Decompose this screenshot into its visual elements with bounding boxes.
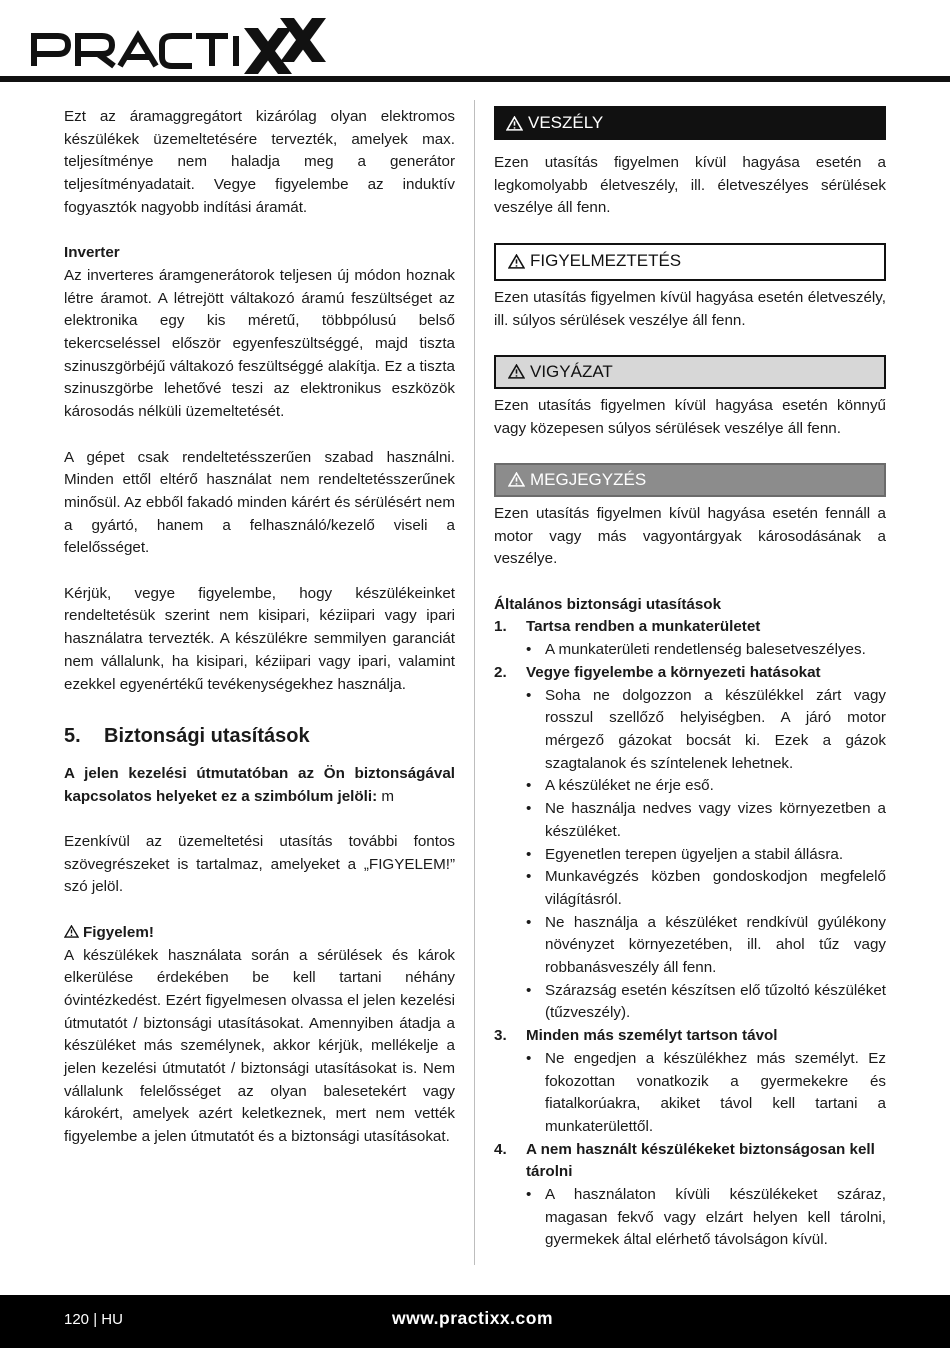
attention-heading xyxy=(64,922,455,945)
symbol-char: m xyxy=(381,787,395,805)
symbol-paragraph xyxy=(64,763,455,808)
page-number: 120 | HU xyxy=(64,1311,123,1328)
section-number: 5. xyxy=(64,724,81,747)
list-item: • Munkavégzés közben gondoskodjon megfelelő világításról. xyxy=(526,868,886,908)
caution-box xyxy=(494,355,886,389)
header-rule xyxy=(0,76,950,82)
column-divider xyxy=(474,100,475,1265)
danger-label: VESZÉLY xyxy=(528,112,604,132)
rule-heading: 2. Vegye figyelembe a környezeti hatásokat xyxy=(494,663,821,681)
page-footer xyxy=(0,1295,950,1348)
section-title: Biztonsági utasítások xyxy=(104,724,310,747)
list-item: • Ne engedjen a készülékhez más személyt. Ez fokozottan vonatkozik a gyermekekre és fiatalkorúakra, akiket távol kell tartani a munkaterülettől. xyxy=(526,1049,886,1135)
rule-heading: 4. A nem használt készülékeket biztonságosan kell tárolni xyxy=(494,1140,875,1181)
list-item: • Szárazság esetén készítsen elő tűzoltó készüléket (tűzveszély). xyxy=(526,981,886,1022)
note-text: Ezen utasítás figyelmen kívül hagyása esetén fennáll a motor vagy más vagyontárgyak károsodásának a veszélye. xyxy=(494,504,886,568)
practixx-logo xyxy=(30,14,330,76)
warranty-paragraph: Kérjük, vegye figyelembe, hogy készülékeinket rendeltetésük szerint nem kisipari, kéziipari vagy ipari használatra tervezték. A készülékre semmilyen garanciát nem vállalunk, ha kisipari, kéziipari vagy ipari, valamint ezekkel egyenértékű tevékenységekhez használja. xyxy=(64,584,455,693)
left-column xyxy=(64,106,455,1149)
list-item: • Soha ne dolgozzon a készülékkel zárt vagy rosszul szellőző helyiségben. A járó motor mérgező gázokat bocsát ki. Ezek a gázok szagtalanok és színtelenek lehetnek. xyxy=(526,686,886,772)
symbol-text: A jelen kezelési útmutatóban az Ön biztonságával kapcsolatos helyeket ez a szimbólum jelöli: xyxy=(64,764,455,805)
rule-heading: 3. Minden más személyt tartson távol xyxy=(494,1027,778,1045)
danger-text: Ezen utasítás figyelmen kívül hagyása esetén a legkomolyabb életveszély, ill. életveszélyes sérülések veszélye áll fenn. xyxy=(494,154,886,217)
warning-triangle-icon xyxy=(508,254,525,269)
section-heading xyxy=(64,723,455,749)
general-safety-heading: Általános biztonsági utasítások xyxy=(494,595,722,613)
intended-use-paragraph: A gépet csak rendeltetésszerűen szabad használni. Minden ettől eltérő használat nem rendeltetésszerűnek minősül. Az ebből fakadó minden kárért és sérülésért nem a gyártó, hanem a felhasználó/kezelő viseli a felelősséget. xyxy=(64,448,455,557)
warning-box xyxy=(494,243,886,281)
attention-label: Figyelem! xyxy=(83,923,154,941)
right-column xyxy=(494,106,886,1252)
caution-text: Ezen utasítás figyelmen kívül hagyása esetén könnyű vagy közepesen súlyos sérülések veszélye áll fenn. xyxy=(494,396,886,437)
caution-label: VIGYÁZAT xyxy=(530,361,613,381)
attention-paragraph: A készülékek használata során a sérülések és károk elkerülése érdekében be kell tartani néhány óvintézkedést. Ezért figyelmesen olvassa el jelen kezelési útmutatót / biztonsági utasításokat. Amennyiben átadja a készüléket más személynek, akkor kérjük, mellékelje a jelen kezelési útmutatót / biztonsági utasításokat is. Nem vállalunk felelősséget az olyan balesetekért vagy károkért, amelyek azért keletkeznek, mert nem vették figyelembe a jelen útmutatót és a biztonsági utasításokat. xyxy=(64,946,455,1146)
inverter-paragraph: Az inverteres áramgenerátorok teljesen új módon hoznak létre áramot. A létrejött váltakozó áramú feszültséget az elektronika egy kis méretű, többpólusú belső tekercseléssel először egyenfeszültséggé, majd tiszta szinuszgörbéjű váltakozó feszültséggé alakítja. Ez a tiszta szinuszgörbe lehetővé teszi az elektronikus eszközök károsodás nélküli üzemeltetését. xyxy=(64,266,455,421)
list-item: • Ne használja nedves vagy vizes környezetben a készüléket. xyxy=(526,800,886,840)
warning-triangle-icon xyxy=(508,472,525,487)
rule-heading: 1. Tartsa rendben a munkaterületet xyxy=(494,618,761,636)
list-item: • A készüléket ne érje eső. xyxy=(526,777,714,795)
safety-rules-list xyxy=(494,616,886,1252)
warning-triangle-icon xyxy=(508,364,525,379)
note-box xyxy=(494,463,886,497)
inverter-heading: Inverter xyxy=(64,244,120,262)
attention-word-paragraph: Ezenkívül az üzemeltetési utasítás további fontos szövegrészeket is tartalmaz, amelyeket a „FIGYELEM!” szó jelöl. xyxy=(64,833,455,896)
note-label: MEGJEGYZÉS xyxy=(530,469,647,489)
danger-box xyxy=(494,106,886,140)
list-item: • A használaton kívüli készülékeket száraz, magasan fekvő vagy elzárt helyen kell tárolni, gyermekek által elérhető távolságon kívül. xyxy=(526,1186,886,1249)
warning-triangle-icon xyxy=(506,116,523,131)
intro-paragraph: Ezt az áramaggregátort kizárólag olyan elektromos készülékek üzemeltetésére tervezték, amelyek max. teljesítménye nem haladja meg a generátor teljesítményadatait. Vegye figyelembe az induktív fogyasztók nagyobb indítási áramát. xyxy=(64,108,455,216)
list-item: • Egyenetlen terepen ügyeljen a stabil állásra. xyxy=(526,845,844,863)
list-item: • A munkaterületi rendetlenség balesetveszélyes. xyxy=(526,641,866,659)
warning-text: Ezen utasítás figyelmen kívül hagyása esetén életveszély, ill. súlyos sérülések veszélye áll fenn. xyxy=(494,288,886,329)
website-link[interactable]: www.practixx.com xyxy=(392,1308,554,1328)
list-item: • Ne használja a készüléket rendkívül gyúlékony növényzet környezetében, ill. ahol tűz vagy robbanásveszély áll fenn. xyxy=(526,913,886,977)
warning-triangle-icon xyxy=(64,925,79,938)
warning-label: FIGYELMEZTETÉS xyxy=(530,251,682,271)
